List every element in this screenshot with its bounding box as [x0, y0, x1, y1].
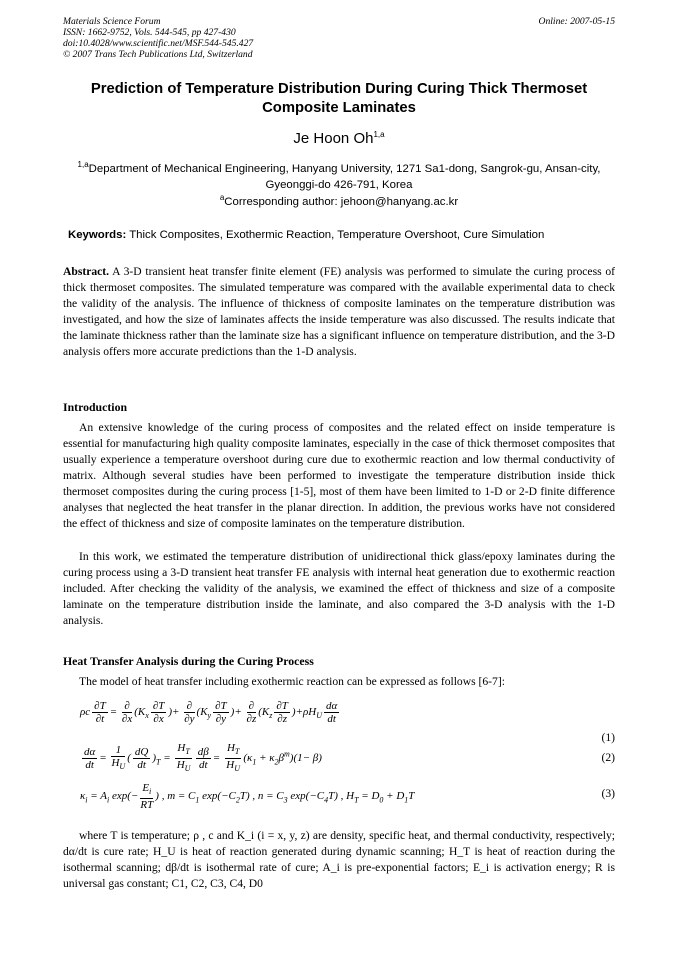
abstract: [63, 264, 615, 360]
paper-title: Prediction of Temperature Distribution During Curing Thick Thermoset Composite Laminates: [90, 81, 588, 116]
abstract-label: Abstract.: [63, 265, 110, 278]
heat-paragraph-2: where T is temperature; ρ , c and K_i (i = x, y, z) are density, specific heat, and thermal conductivity, respectively; dα/dt is cure rate; H_U is heat of reaction generated during dynamic scanning; H_T is heat of reaction during the isothermal scanning; dβ/dt is isothermal rate of cure; A_i is pre-exponential factors; E_i is activation energy; R is universal gas constant; C1, C2, C3, C4, D0: [63, 829, 615, 890]
intro-paragraph-1: An extensive knowledge of the curing process of composites and the related effect on inside temperature is essential for manufacturing high quality composite laminates, especially in the case of thick thermoset composites that usually experience a temperature overshoot during cure due to exothermic reaction and low thermal conductivity of matrix. Although several studies have been performed to investigate the temperature distribution inside thick thermoset composites during the curing process [1-5], most of them have been limited to 1-D or 2-D finite difference analyses that neglected the heat transfer in the planar direction. In addition, the previous works have not considered the effect of thickness and size of composite laminates on the temperature distribution.: [63, 421, 615, 530]
keywords: [68, 229, 628, 241]
issn: ISSN: 1662-9752, Vols. 544-545, pp 427-430: [63, 27, 236, 38]
corresponding-text: Corresponding author: jehoon@hanyang.ac.kr: [224, 195, 459, 208]
journal-name: Materials Science Forum: [63, 16, 161, 27]
keywords-label: Keywords:: [68, 229, 127, 241]
equation-1: ρc $\frac{\partial T}{\partial t}$ = $\frac{\partial}{\partial x}$ ($K_x$ $\frac{\partial T}{\partial x}$ )+ $\frac{\partial}{\partial y}$ ($K_y$ $\frac{\partial T}{\partial y}$ )+ $\frac{\partial}{\partial z}$ ($K_z$ $\frac{\partial T}{\partial z}$ )$+\rho H_U$ $\frac{d\alpha}{dt}$: [80, 700, 338, 725]
affiliation-sup: 1,a: [77, 160, 89, 169]
intro-heading: Introduction: [63, 400, 128, 414]
heat-heading: Heat Transfer Analysis during the Curing Process: [63, 654, 314, 668]
affiliation: [60, 157, 618, 193]
equation-number-3: (3): [601, 787, 615, 800]
affiliation-text: Department of Mechanical Engineering, Hanyang University, 1271 Sa1-dong, Sangrok-gu, Ansan-city, Gyeonggi-do 426-791, Korea: [88, 162, 601, 191]
intro-paragraph-2: In this work, we estimated the temperature distribution of unidirectional thick glass/epoxy laminates during the curing process using a 3-D transient heat transfer FE analysis with internal heat generation due to exothermic reaction included. After checking the validity of the analysis, we examined the effect of thickness and size of a composite laminate on the temperature distribution inside the laminate, and also compared the 3-D analysis with the 1-D analysis.: [63, 550, 615, 627]
copyright: © 2007 Trans Tech Publications Ltd, Switzerland: [63, 49, 253, 60]
author-sup: 1,a: [373, 130, 385, 139]
running-header: [63, 16, 615, 60]
doi: doi:10.4028/www.scientific.net/MSF.544-545.427: [63, 38, 254, 49]
online-date: Online: 2007-05-15: [538, 16, 615, 27]
keywords-text: Thick Composites, Exothermic Reaction, Temperature Overshoot, Cure Simulation: [129, 229, 545, 241]
equation-number-2: (2): [601, 751, 615, 764]
author: [60, 130, 618, 147]
equation-3: $\kappa_i = A_i$ exp(− $\frac{E_i}{RT}$ ) , $m = C_1$ $\exp(-C_2T)$ , $n = C_3$ $\exp(-C_4T)$ , $H_T = D_0 + D_1T$: [80, 782, 415, 812]
abstract-text: A 3-D transient heat transfer finite element (FE) analysis was performed to simulate the curing process of thick thermoset composites. The simulated temperature was compared with the available experimental data to check the validity of the analysis. The influence of thickness of composite laminates on the temperature distribution was investigated, and how the size of laminates affects the inside temperature was also discussed. The results indicate that the laminate thickness rather than the laminate size has a significant influence on temperature distribution, and the 3-D analysis offers more accurate predictions than the 1-D analysis.: [63, 265, 615, 358]
equation-number-1: (1): [601, 731, 615, 744]
author-name: Je Hoon Oh: [293, 130, 374, 147]
corresponding-author: [60, 193, 618, 208]
corresponding-sup: a: [219, 193, 225, 202]
heat-paragraph-1: The model of heat transfer including exothermic reaction can be expressed as follows [6-7]:: [79, 675, 505, 688]
equation-2: $\frac{d\alpha}{dt}$ = $\frac{1}{H_U}$ ( $\frac{dQ}{dt}$ )$_T$ = $\frac{H_T}{H_U}$ $\frac{d\beta}{dt}$ = $\frac{H_T}{H_U}$ $(\kappa_1 + \kappa_2\beta^m)(1- \beta)$: [84, 742, 322, 774]
